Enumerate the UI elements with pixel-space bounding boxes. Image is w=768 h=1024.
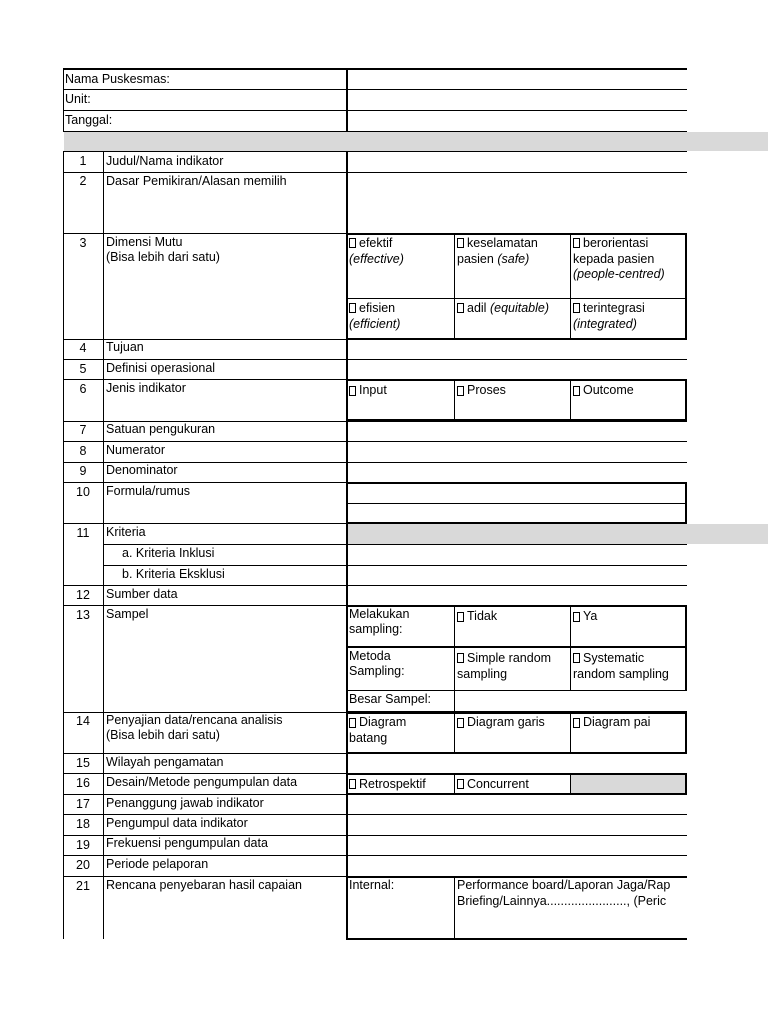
- retrospektif-label: Retrospektif: [359, 777, 426, 791]
- efektif-en: (effective): [349, 252, 404, 266]
- penyebaran-line-1: Performance board/Laporan Jaga/Rap: [457, 878, 671, 892]
- row-number: 21: [76, 879, 90, 893]
- systematic-random-label: Systematic: [583, 651, 645, 665]
- adil-checkbox[interactable]: [457, 303, 464, 313]
- systematic-random-label-2: random sampling: [573, 667, 669, 681]
- melakukan-sampling-label-2: sampling:: [349, 622, 403, 636]
- row-label: Judul/Nama indikator: [106, 154, 224, 168]
- keselamatan-checkbox[interactable]: [457, 238, 464, 248]
- penyebaran-line-2: Briefing/Lainnya......................., (Peric: [457, 894, 667, 908]
- row-number: 18: [76, 817, 90, 831]
- terintegrasi-en: (integrated): [573, 317, 637, 331]
- row-number: 20: [76, 858, 90, 872]
- efisien-checkbox[interactable]: [349, 303, 356, 313]
- row-label: Pengumpul data indikator: [106, 816, 248, 830]
- row-label: Dasar Pemikiran/Alasan memilih: [106, 174, 287, 188]
- tanggal-label: Tanggal:: [65, 113, 113, 127]
- diagram-batang-label-2: batang: [349, 731, 388, 745]
- row-number: 8: [79, 444, 87, 458]
- kriteria-inklusi-label: a. Kriteria Inklusi: [122, 546, 215, 560]
- berorientasi-checkbox[interactable]: [573, 238, 580, 248]
- row-number: 5: [79, 362, 87, 376]
- metoda-sampling-label: Metoda: [349, 649, 391, 663]
- row-label: Satuan pengukuran: [106, 422, 216, 436]
- row-label-note: (Bisa lebih dari satu): [106, 250, 220, 264]
- efektif-label: efektif: [359, 236, 393, 250]
- tidak-checkbox[interactable]: [457, 612, 464, 622]
- row-number: 2: [79, 174, 87, 188]
- efisien-en: (efficient): [349, 317, 401, 331]
- simple-random-label-2: sampling: [457, 667, 508, 681]
- berorientasi-label-2: kepada pasien: [573, 252, 655, 266]
- diagram-garis-label: Diagram garis: [467, 715, 545, 729]
- desain-shaded-cell: [571, 775, 687, 793]
- berorientasi-en: (people-centred): [573, 267, 665, 281]
- row-label: Sumber data: [106, 587, 178, 601]
- row-label: Denominator: [106, 463, 178, 477]
- shaded-separator: [64, 132, 768, 151]
- systematic-random-checkbox[interactable]: [573, 653, 580, 663]
- row-label: Tujuan: [106, 340, 144, 354]
- row-number: 1: [79, 154, 87, 168]
- row-label: Penanggung jawab indikator: [106, 796, 264, 810]
- terintegrasi-checkbox[interactable]: [573, 303, 580, 313]
- internal-label: Internal:: [349, 878, 395, 892]
- outcome-checkbox[interactable]: [573, 386, 580, 396]
- kriteria-shaded-cell: [348, 524, 768, 544]
- diagram-batang-label: Diagram: [359, 715, 407, 729]
- simple-random-checkbox[interactable]: [457, 653, 464, 663]
- diagram-pai-checkbox[interactable]: [573, 718, 580, 728]
- row-label: Wilayah pengamatan: [106, 755, 224, 769]
- metoda-sampling-label-2: Sampling:: [349, 664, 405, 678]
- row-number: 6: [79, 382, 87, 396]
- row-label: Definisi operasional: [106, 361, 216, 375]
- concurrent-label: Concurrent: [467, 777, 529, 791]
- efektif-checkbox[interactable]: [349, 238, 356, 248]
- row-label: Kriteria: [106, 525, 146, 539]
- row-number: 10: [76, 485, 90, 499]
- diagram-pai-label: Diagram pai: [583, 715, 651, 729]
- row-label: Rencana penyebaran hasil capaian: [106, 878, 302, 892]
- retrospektif-checkbox[interactable]: [349, 779, 356, 789]
- terintegrasi-label: terintegrasi: [583, 301, 645, 315]
- proses-label: Proses: [467, 383, 506, 397]
- row-number: 15: [76, 756, 90, 770]
- tidak-label: Tidak: [467, 609, 498, 623]
- keselamatan-label-2: pasien (safe): [457, 252, 530, 266]
- diagram-batang-checkbox[interactable]: [349, 718, 356, 728]
- row-label: Numerator: [106, 443, 166, 457]
- besar-sampel-label: Besar Sampel:: [349, 692, 431, 706]
- row-number: 17: [76, 797, 90, 811]
- row-number: 16: [76, 776, 90, 790]
- proses-checkbox[interactable]: [457, 386, 464, 396]
- simple-random-label: Simple random: [467, 651, 552, 665]
- row-number: 7: [79, 423, 87, 437]
- keselamatan-label: keselamatan: [467, 236, 538, 250]
- unit-label: Unit:: [65, 92, 91, 106]
- row-label: Formula/rumus: [106, 484, 191, 498]
- row-label: Periode pelaporan: [106, 857, 209, 871]
- row-number: 3: [79, 236, 87, 250]
- row-label: Jenis indikator: [106, 381, 186, 395]
- row-number: 9: [79, 464, 87, 478]
- row-label: Desain/Metode pengumpulan data: [106, 775, 298, 789]
- row-label: Sampel: [106, 607, 149, 621]
- outcome-label: Outcome: [583, 383, 634, 397]
- ya-checkbox[interactable]: [573, 612, 580, 622]
- row-label: Frekuensi pengumpulan data: [106, 836, 268, 850]
- nama-puskesmas-label: Nama Puskesmas:: [65, 72, 170, 86]
- melakukan-sampling-label: Melakukan: [349, 607, 410, 621]
- diagram-garis-checkbox[interactable]: [457, 718, 464, 728]
- adil-label: adil (equitable): [467, 301, 550, 315]
- row-label-note: (Bisa lebih dari satu): [106, 728, 220, 742]
- concurrent-checkbox[interactable]: [457, 779, 464, 789]
- row-label: Dimensi Mutu: [106, 235, 183, 249]
- row-label: Penyajian data/rencana analisis: [106, 713, 283, 727]
- row-number: 4: [79, 341, 87, 355]
- input-checkbox[interactable]: [349, 386, 356, 396]
- row-number: 14: [76, 714, 90, 728]
- input-label: Input: [359, 383, 387, 397]
- kriteria-eksklusi-label: b. Kriteria Eksklusi: [122, 567, 225, 581]
- efisien-label: efisien: [359, 301, 396, 315]
- ya-label: Ya: [583, 609, 598, 623]
- row-number: 19: [76, 838, 90, 852]
- berorientasi-label: berorientasi: [583, 236, 649, 250]
- row-number: 13: [76, 608, 90, 622]
- row-number: 12: [76, 588, 90, 602]
- row-number: 11: [76, 526, 90, 540]
